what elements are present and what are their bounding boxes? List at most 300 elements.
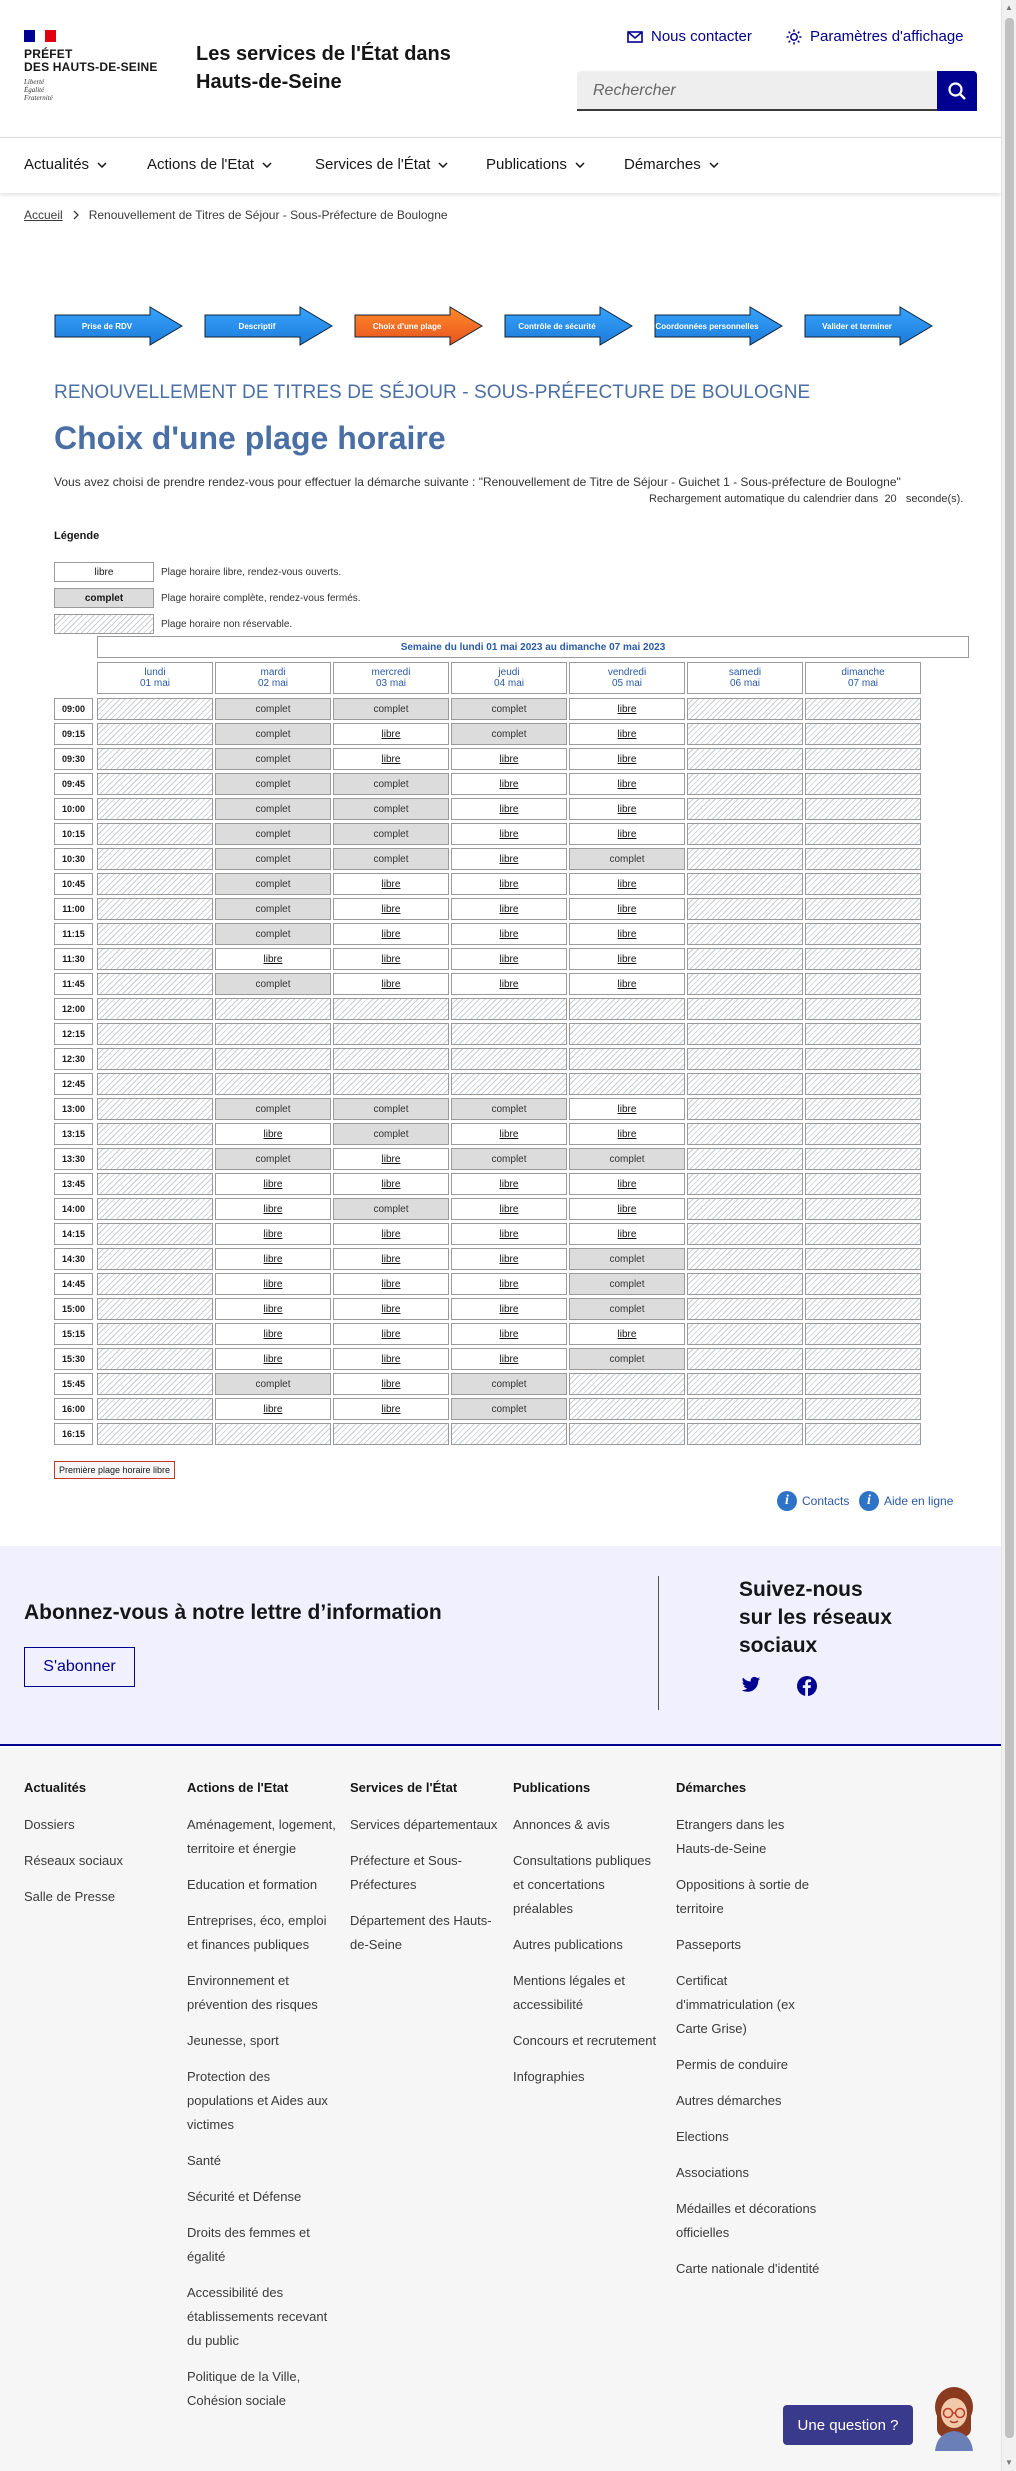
slot-libre[interactable]: libre xyxy=(333,748,449,770)
slot-unavailable xyxy=(805,1423,921,1445)
slot-libre[interactable]: libre xyxy=(215,1223,331,1245)
footer-link[interactable]: Permis de conduire xyxy=(676,2057,788,2072)
slot-unavailable xyxy=(97,1123,213,1145)
footer-link[interactable]: Entreprises, éco, emploi et finances publiques xyxy=(187,1913,327,1952)
subscribe-button[interactable]: S'abonner xyxy=(24,1647,135,1687)
slot-libre[interactable]: libre xyxy=(215,1248,331,1270)
legend-complet-box: complet xyxy=(54,588,154,608)
slot-complet: complet xyxy=(333,1198,449,1220)
slot-complet: complet xyxy=(215,698,331,720)
search-bar xyxy=(577,71,977,111)
slot-libre[interactable]: libre xyxy=(333,898,449,920)
search-input[interactable]: Rechercher xyxy=(577,71,937,111)
footer-link[interactable]: Protection des populations et Aides aux victimes xyxy=(187,2069,328,2132)
slot-unavailable xyxy=(805,948,921,970)
slot-libre[interactable]: libre xyxy=(569,923,685,945)
nav-item-publications[interactable]: Publications xyxy=(486,156,585,173)
step-3 xyxy=(354,306,484,346)
slot-libre[interactable]: libre xyxy=(215,1123,331,1145)
slot-complet: complet xyxy=(215,1098,331,1120)
chat-question-button[interactable]: Une question ? xyxy=(783,2405,913,2445)
slot-unavailable xyxy=(805,1398,921,1420)
slot-unavailable xyxy=(687,723,803,745)
slot-unavailable xyxy=(805,773,921,795)
slot-libre[interactable]: libre xyxy=(333,1223,449,1245)
time-label: 15:15 xyxy=(54,1323,93,1345)
info-icon: i xyxy=(777,1491,797,1511)
footer-link[interactable]: Réseaux sociaux xyxy=(24,1853,123,1868)
slot-unavailable xyxy=(687,973,803,995)
slot-unavailable xyxy=(805,1248,921,1270)
footer-column-title[interactable]: Publications xyxy=(513,1780,591,1795)
slot-unavailable xyxy=(805,1348,921,1370)
slot-complet: complet xyxy=(215,1373,331,1395)
slot-unavailable xyxy=(805,1073,921,1095)
intro-text: Vous avez choisi de prendre rendez-vous pour effectuer la démarche suivante : "Renouvellement de Titre de Séjour - Guichet 1 - Sous-préfecture de Boulogne" xyxy=(54,475,901,489)
slot-unavailable xyxy=(687,873,803,895)
slot-unavailable xyxy=(687,1273,803,1295)
slot-libre[interactable]: libre xyxy=(333,973,449,995)
slot-complet: complet xyxy=(215,798,331,820)
footer-column xyxy=(187,1780,337,2425)
slot-unavailable xyxy=(805,1198,921,1220)
footer-column-title[interactable]: Démarches xyxy=(676,1780,747,1795)
search-icon xyxy=(947,81,967,101)
footer-link[interactable]: Mentions légales et accessibilité xyxy=(513,1973,626,2012)
slot-libre[interactable]: libre xyxy=(333,1348,449,1370)
slot-libre[interactable]: libre xyxy=(569,973,685,995)
slot-libre[interactable]: libre xyxy=(333,948,449,970)
slot-libre[interactable]: libre xyxy=(451,1223,567,1245)
slot-libre[interactable]: libre xyxy=(451,1323,567,1345)
slot-unavailable xyxy=(97,1248,213,1270)
slot-libre[interactable]: libre xyxy=(451,1273,567,1295)
marianne-flag-icon xyxy=(24,30,56,42)
slot-unavailable xyxy=(687,1298,803,1320)
slot-libre[interactable]: libre xyxy=(333,1373,449,1395)
time-label: 09:30 xyxy=(54,748,93,770)
slot-libre[interactable]: libre xyxy=(215,1348,331,1370)
slot-unavailable xyxy=(97,873,213,895)
time-label: 13:30 xyxy=(54,1148,93,1170)
slot-unavailable xyxy=(97,848,213,870)
slot-unavailable xyxy=(687,798,803,820)
time-label: 16:15 xyxy=(54,1423,93,1445)
slot-unavailable xyxy=(97,823,213,845)
step-4 xyxy=(504,306,634,346)
footer-link[interactable]: Droits des femmes et égalité xyxy=(187,2225,310,2264)
slot-unavailable xyxy=(805,1173,921,1195)
vertical-scrollbar[interactable] xyxy=(1001,0,1016,2471)
day-header-lundi: lundi 01 mai xyxy=(97,662,213,694)
slot-libre[interactable]: libre xyxy=(569,773,685,795)
slot-libre[interactable]: libre xyxy=(451,973,567,995)
slot-libre[interactable]: libre xyxy=(451,923,567,945)
chevron-down-icon xyxy=(438,162,448,168)
footer-link[interactable]: Préfecture et Sous-Préfectures xyxy=(350,1853,462,1892)
slot-unavailable xyxy=(451,1048,567,1070)
slot-unavailable xyxy=(97,748,213,770)
slot-unavailable xyxy=(687,773,803,795)
chevron-down-icon xyxy=(97,162,107,168)
site-header xyxy=(0,0,1001,137)
footer-link[interactable]: Environnement et prévention des risques xyxy=(187,1973,318,2012)
slot-libre[interactable]: libre xyxy=(569,948,685,970)
breadcrumb-current: Renouvellement de Titres de Séjour - Sous-Préfecture de Boulogne xyxy=(88,208,448,222)
slot-libre[interactable]: libre xyxy=(569,1173,685,1195)
footer-column xyxy=(350,1780,500,1969)
chevron-right-icon xyxy=(73,210,79,220)
slot-libre[interactable]: libre xyxy=(451,1123,567,1145)
slot-unavailable xyxy=(451,1423,567,1445)
slot-libre[interactable]: libre xyxy=(333,723,449,745)
footer-column-title[interactable]: Services de l'État xyxy=(350,1780,458,1795)
slot-unavailable xyxy=(97,1273,213,1295)
slot-unavailable xyxy=(687,1398,803,1420)
slot-unavailable xyxy=(687,748,803,770)
slot-libre[interactable]: libre xyxy=(451,1248,567,1270)
slot-unavailable xyxy=(687,1048,803,1070)
slot-complet: complet xyxy=(333,1098,449,1120)
step-1 xyxy=(54,306,184,346)
slot-unavailable xyxy=(805,1323,921,1345)
slot-unavailable xyxy=(805,873,921,895)
legend-title: Légende xyxy=(54,530,100,542)
chatbot-avatar-icon[interactable] xyxy=(929,2385,979,2451)
time-label: 11:15 xyxy=(54,923,93,945)
slot-unavailable xyxy=(569,1023,685,1045)
slot-unavailable xyxy=(687,1223,803,1245)
footer-link[interactable]: Etrangers dans les Hauts-de-Seine xyxy=(676,1817,785,1856)
slot-libre[interactable]: libre xyxy=(569,1223,685,1245)
slot-libre[interactable]: libre xyxy=(569,1123,685,1145)
slot-unavailable xyxy=(805,923,921,945)
slot-unavailable xyxy=(569,1048,685,1070)
online-help-link[interactable]: i Aide en ligne xyxy=(859,1491,953,1511)
slot-complet: complet xyxy=(215,898,331,920)
slot-unavailable xyxy=(333,1023,449,1045)
scroll-up-icon[interactable]: ▲ xyxy=(1005,3,1013,12)
slot-unavailable xyxy=(451,1023,567,1045)
chevron-down-icon xyxy=(262,162,272,168)
time-label: 15:30 xyxy=(54,1348,93,1370)
slot-libre[interactable]: libre xyxy=(451,1198,567,1220)
footer-link[interactable]: Accessibilité des établissements recevant du public xyxy=(187,2285,328,2348)
slot-unavailable xyxy=(805,973,921,995)
search-button[interactable] xyxy=(937,71,977,111)
slot-unavailable xyxy=(805,898,921,920)
scrollbar-thumb[interactable] xyxy=(1005,18,1014,2438)
slot-libre[interactable]: libre xyxy=(569,748,685,770)
slot-unavailable xyxy=(805,798,921,820)
slot-unavailable xyxy=(215,1423,331,1445)
reload-countdown: 20 xyxy=(884,493,897,505)
slot-complet: complet xyxy=(215,973,331,995)
slot-libre[interactable]: libre xyxy=(569,723,685,745)
slot-unavailable xyxy=(451,998,567,1020)
slot-libre[interactable]: libre xyxy=(333,1323,449,1345)
first-free-slot-button[interactable]: Première plage horaire libre xyxy=(54,1461,175,1479)
newsletter-title: Abonnez-vous à notre lettre d’information xyxy=(24,1601,442,1624)
footer-link[interactable]: Médailles et décorations officielles xyxy=(676,2201,817,2240)
slot-libre[interactable]: libre xyxy=(215,1198,331,1220)
step-2 xyxy=(204,306,334,346)
footer-link[interactable]: Département des Hauts-de-Seine xyxy=(350,1913,492,1952)
slot-libre[interactable]: libre xyxy=(569,823,685,845)
time-label: 14:45 xyxy=(54,1273,93,1295)
slot-libre[interactable]: libre xyxy=(569,698,685,720)
footer-link[interactable]: Politique de la Ville, Cohésion sociale xyxy=(187,2369,301,2408)
time-label: 09:45 xyxy=(54,773,93,795)
footer-link[interactable]: Annonces & avis xyxy=(513,1817,610,1832)
slot-libre[interactable]: libre xyxy=(451,773,567,795)
step-label: Descriptif xyxy=(238,321,276,331)
step-label: Choix d'une plage xyxy=(372,321,442,331)
slot-libre[interactable]: libre xyxy=(451,898,567,920)
footer-link[interactable]: Sécurité et Défense xyxy=(187,2189,302,2204)
slot-unavailable xyxy=(687,698,803,720)
slot-unavailable xyxy=(451,1073,567,1095)
slot-unavailable xyxy=(97,1223,213,1245)
slot-libre[interactable]: libre xyxy=(333,1173,449,1195)
slot-libre[interactable]: libre xyxy=(333,923,449,945)
slot-complet: complet xyxy=(569,1298,685,1320)
slot-unavailable xyxy=(805,1098,921,1120)
slot-unavailable xyxy=(333,1423,449,1445)
slot-unavailable xyxy=(97,998,213,1020)
slot-libre[interactable]: libre xyxy=(451,798,567,820)
slot-libre[interactable]: libre xyxy=(333,873,449,895)
slot-complet: complet xyxy=(215,748,331,770)
slot-unavailable xyxy=(333,1073,449,1095)
step-label: Prise de RDV xyxy=(81,321,133,331)
slot-unavailable xyxy=(97,1048,213,1070)
slot-unavailable xyxy=(687,1198,803,1220)
day-header-mardi: mardi 02 mai xyxy=(215,662,331,694)
slot-libre[interactable]: libre xyxy=(333,1148,449,1170)
time-label: 12:15 xyxy=(54,1023,93,1045)
slot-unavailable xyxy=(687,1148,803,1170)
slot-unavailable xyxy=(215,1048,331,1070)
slot-libre[interactable]: libre xyxy=(451,848,567,870)
footer-link[interactable]: Carte nationale d'identité xyxy=(676,2261,820,2276)
slot-libre[interactable]: libre xyxy=(215,1273,331,1295)
slot-unavailable xyxy=(687,1248,803,1270)
time-label: 10:45 xyxy=(54,873,93,895)
footer-column xyxy=(513,1780,663,2101)
slot-unavailable xyxy=(687,1098,803,1120)
slot-unavailable xyxy=(97,1298,213,1320)
slot-libre[interactable]: libre xyxy=(215,1298,331,1320)
footer-link[interactable]: Oppositions à sortie de territoire xyxy=(676,1877,809,1916)
slot-unavailable xyxy=(805,1123,921,1145)
footer-link[interactable]: Aménagement, logement, territoire et énergie xyxy=(187,1817,336,1856)
slot-unavailable xyxy=(97,1023,213,1045)
slot-complet: complet xyxy=(569,1348,685,1370)
time-label: 12:00 xyxy=(54,998,93,1020)
slot-libre[interactable]: libre xyxy=(451,1173,567,1195)
time-label: 12:30 xyxy=(54,1048,93,1070)
slot-complet: complet xyxy=(333,848,449,870)
slot-libre[interactable]: libre xyxy=(333,1273,449,1295)
sun-icon xyxy=(786,29,802,45)
day-header-samedi: samedi 06 mai xyxy=(687,662,803,694)
slot-libre[interactable]: libre xyxy=(569,1098,685,1120)
footer-column-title[interactable]: Actions de l'Etat xyxy=(187,1780,289,1795)
slot-unavailable xyxy=(569,1373,685,1395)
footer-column xyxy=(676,1780,826,2293)
mail-icon xyxy=(627,30,643,44)
slot-libre[interactable]: libre xyxy=(451,1348,567,1370)
slot-unavailable xyxy=(687,998,803,1020)
prefet-logo[interactable] xyxy=(24,30,158,102)
footer-link[interactable]: Jeunesse, sport xyxy=(187,2033,279,2048)
slot-unavailable xyxy=(97,1348,213,1370)
slot-libre[interactable]: libre xyxy=(333,1248,449,1270)
footer-link[interactable]: Elections xyxy=(676,2129,729,2144)
slot-unavailable xyxy=(805,698,921,720)
slot-libre[interactable]: libre xyxy=(215,1398,331,1420)
slot-complet: complet xyxy=(451,1373,567,1395)
legend-complet-text: Plage horaire complète, rendez-vous fermés. xyxy=(161,593,361,604)
slot-complet: complet xyxy=(451,723,567,745)
slot-unavailable xyxy=(97,798,213,820)
slot-complet: complet xyxy=(333,773,449,795)
time-label: 11:45 xyxy=(54,973,93,995)
contacts-link[interactable]: i Contacts xyxy=(777,1491,849,1511)
legend-libre-box: libre xyxy=(54,562,154,582)
footer-link[interactable]: Certificat d'immatriculation (ex Carte Grise) xyxy=(676,1973,795,2036)
slot-unavailable xyxy=(805,748,921,770)
day-header-jeudi: jeudi 04 mai xyxy=(451,662,567,694)
slot-unavailable xyxy=(97,1073,213,1095)
slot-unavailable xyxy=(333,1048,449,1070)
slot-complet: complet xyxy=(569,1273,685,1295)
slot-unavailable xyxy=(687,1423,803,1445)
slot-libre[interactable]: libre xyxy=(451,948,567,970)
slot-complet: complet xyxy=(215,1148,331,1170)
footer-link[interactable]: Infographies xyxy=(513,2069,585,2084)
footer-link[interactable]: Santé xyxy=(187,2153,221,2168)
site-footer xyxy=(0,1748,1001,2471)
display-settings-label: Paramètres d'affichage xyxy=(810,28,964,45)
slot-libre[interactable]: libre xyxy=(215,1323,331,1345)
footer-link[interactable]: Autres publications xyxy=(513,1937,623,1952)
slot-libre[interactable]: libre xyxy=(451,1298,567,1320)
slot-unavailable xyxy=(333,998,449,1020)
slot-unavailable xyxy=(805,1223,921,1245)
time-label: 14:00 xyxy=(54,1198,93,1220)
slot-unavailable xyxy=(97,898,213,920)
twitter-icon[interactable] xyxy=(741,1676,761,1694)
slot-libre[interactable]: libre xyxy=(451,823,567,845)
time-label: 15:45 xyxy=(54,1373,93,1395)
scroll-down-icon[interactable]: ▼ xyxy=(1005,2458,1013,2467)
slot-unavailable xyxy=(687,1373,803,1395)
footer-link[interactable]: Associations xyxy=(676,2165,749,2180)
slot-unavailable xyxy=(805,998,921,1020)
slot-complet: complet xyxy=(569,848,685,870)
follow-section xyxy=(0,1546,1001,1746)
slot-unavailable xyxy=(569,1073,685,1095)
footer-link[interactable]: Passeports xyxy=(676,1937,742,1952)
slot-libre[interactable]: libre xyxy=(569,798,685,820)
time-label: 12:45 xyxy=(54,1073,93,1095)
slot-libre[interactable]: libre xyxy=(333,1398,449,1420)
slot-libre[interactable]: libre xyxy=(569,898,685,920)
contact-link[interactable] xyxy=(627,28,752,45)
slot-unavailable xyxy=(97,723,213,745)
slot-libre[interactable]: libre xyxy=(451,873,567,895)
day-header-mercredi: mercredi 03 mai xyxy=(333,662,449,694)
slot-libre[interactable]: libre xyxy=(569,1198,685,1220)
site-title[interactable]: Les services de l'État dans Hauts-de-Seine xyxy=(196,43,451,93)
slot-unavailable xyxy=(805,1273,921,1295)
display-settings-link[interactable] xyxy=(786,28,964,45)
slot-libre[interactable]: libre xyxy=(215,948,331,970)
legend-libre-text: Plage horaire libre, rendez-vous ouverts. xyxy=(161,567,342,578)
nav-item-actions-etat[interactable]: Actions de l'Etat xyxy=(147,156,272,173)
step-label: Coordonnées personnelles xyxy=(655,321,759,331)
slot-libre[interactable]: libre xyxy=(451,748,567,770)
brand-line2: DES HAUTS-DE-SEINE xyxy=(24,60,158,74)
slot-unavailable xyxy=(805,723,921,745)
footer-column-title[interactable]: Actualités xyxy=(24,1780,87,1795)
footer-link[interactable]: Concours et recrutement xyxy=(513,2033,657,2048)
slot-libre[interactable]: libre xyxy=(333,1298,449,1320)
social-title: Suivez-nous sur les réseaux sociaux xyxy=(739,1578,892,1657)
slot-complet: complet xyxy=(569,1248,685,1270)
slot-complet: complet xyxy=(215,823,331,845)
footer-link[interactable]: Autres démarches xyxy=(676,2093,782,2108)
time-label: 11:30 xyxy=(54,948,93,970)
nav-item-actualites[interactable]: Actualités xyxy=(24,156,107,173)
slot-unavailable xyxy=(687,1023,803,1045)
time-label: 16:00 xyxy=(54,1398,93,1420)
footer-link[interactable]: Dossiers xyxy=(24,1817,75,1832)
nav-item-demarches[interactable]: Démarches xyxy=(624,156,719,173)
info-icon: i xyxy=(859,1491,879,1511)
footer-link[interactable]: Services départementaux xyxy=(350,1817,498,1832)
slot-unavailable xyxy=(569,1398,685,1420)
slot-unavailable xyxy=(687,823,803,845)
slot-complet: complet xyxy=(215,848,331,870)
slot-unavailable xyxy=(97,773,213,795)
footer-link[interactable]: Salle de Presse xyxy=(24,1889,116,1904)
nav-item-services-etat[interactable]: Services de l'État xyxy=(315,156,448,173)
slot-unavailable xyxy=(687,923,803,945)
breadcrumb-home[interactable]: Accueil xyxy=(24,208,63,222)
slot-libre[interactable]: libre xyxy=(569,873,685,895)
facebook-icon[interactable] xyxy=(797,1676,817,1696)
slot-unavailable xyxy=(97,1173,213,1195)
slot-complet: complet xyxy=(215,723,331,745)
devise: Liberté Égalité Fraternité xyxy=(24,78,53,102)
brand-line1: PRÉFET xyxy=(24,47,73,61)
time-label: 10:00 xyxy=(54,798,93,820)
footer-link[interactable]: Consultations publiques et concertations préalables xyxy=(513,1853,652,1916)
slot-libre[interactable]: libre xyxy=(215,1173,331,1195)
slot-libre[interactable]: libre xyxy=(569,1323,685,1345)
time-label: 13:45 xyxy=(54,1173,93,1195)
time-label: 10:30 xyxy=(54,848,93,870)
slot-unavailable xyxy=(687,898,803,920)
slot-unavailable xyxy=(687,1173,803,1195)
time-label: 15:00 xyxy=(54,1298,93,1320)
footer-link[interactable]: Education et formation xyxy=(187,1877,318,1892)
reload-notice: Rechargement automatique du calendrier dans 20 seconde(s). xyxy=(649,493,964,505)
slot-unavailable xyxy=(805,1048,921,1070)
